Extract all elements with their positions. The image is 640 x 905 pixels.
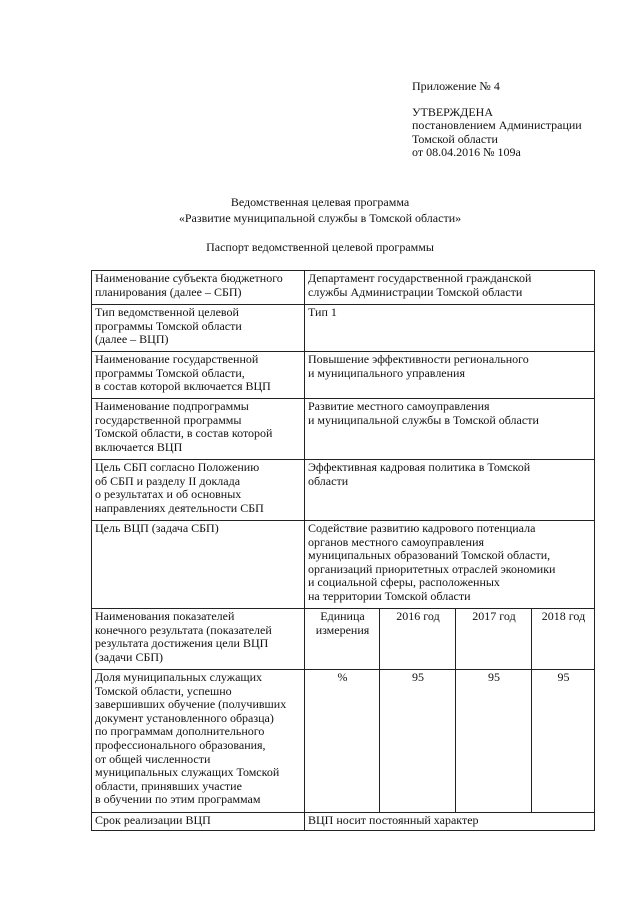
cell-text-line: документ установленного образца) bbox=[95, 710, 274, 725]
vcp-goal-value bbox=[305, 521, 595, 609]
cell-text-line: Срок реализации ВЦП bbox=[95, 813, 211, 827]
subprogram-label bbox=[92, 399, 305, 460]
subject-label bbox=[92, 271, 305, 305]
cell-text-line: муниципальных образований Томской области, bbox=[308, 548, 551, 563]
approved-stamp-text: УТВЕРЖДЕНА bbox=[412, 104, 494, 119]
table-row bbox=[92, 813, 595, 831]
appendix-number: Приложение № 4 bbox=[412, 79, 500, 93]
cell-text-line: Наименование подпрограммы bbox=[95, 399, 249, 413]
cell-text-line: на территории Томской области bbox=[308, 588, 471, 603]
cell-text-line: профессионального образования, bbox=[95, 737, 266, 752]
passport-table bbox=[91, 270, 595, 831]
sbp-goal-value bbox=[305, 460, 595, 521]
cell-text-line: области, принявших участие bbox=[95, 778, 242, 793]
cell-text-line: и муниципального управления bbox=[308, 365, 465, 380]
approval-line-1: постановлением Администрации bbox=[412, 118, 582, 133]
cell-text-line: органов местного самоуправления bbox=[308, 534, 485, 549]
table-row bbox=[92, 670, 595, 813]
subject-value bbox=[305, 271, 595, 305]
subprogram-value bbox=[305, 399, 595, 460]
vcp-goal-label bbox=[92, 521, 305, 609]
term-label bbox=[92, 813, 305, 831]
cell-text-line: Наименование субъекта бюджетного bbox=[95, 271, 283, 285]
passport-title: Паспорт ведомственной целевой программы bbox=[206, 240, 434, 254]
indicator-value-2017: 95 bbox=[456, 670, 532, 813]
table-row bbox=[92, 352, 595, 399]
cell-text-line: об СБП и разделу II доклада bbox=[95, 473, 241, 488]
cell-text-line: измерения bbox=[315, 622, 370, 637]
cell-text-line: Цель СБП согласно Положению bbox=[95, 460, 260, 474]
cell-text-line: от общей численности bbox=[95, 751, 211, 766]
cell-text-line: направлениях деятельности СБП bbox=[95, 500, 264, 515]
cell-text-line: Томской области, успешно bbox=[95, 683, 232, 698]
table-row bbox=[92, 521, 595, 609]
table-row bbox=[92, 460, 595, 521]
cell-text-line: службы Администрации Томской области bbox=[308, 284, 523, 299]
cell-text-line: Наименование государственной bbox=[95, 352, 259, 366]
cell-text-line: государственной программы bbox=[95, 412, 242, 427]
cell-text-line: конечного результата (показателей bbox=[95, 622, 272, 637]
year-2017-header: 2017 год bbox=[456, 609, 532, 670]
cell-text-line: о результатах и об основных bbox=[95, 487, 242, 502]
cell-text-line: по программам дополнительного bbox=[95, 724, 265, 739]
table-row bbox=[92, 271, 595, 305]
term-value bbox=[305, 813, 595, 831]
state-program-value bbox=[305, 352, 595, 399]
table-row bbox=[92, 399, 595, 460]
cell-text-line: в состав которой включается ВЦП bbox=[95, 379, 271, 394]
cell-text-line: ВЦП носит постоянный характер bbox=[308, 813, 479, 827]
cell-text-line: Департамент государственной гражданской bbox=[308, 271, 532, 285]
cell-text-line: Тип 1 bbox=[308, 305, 337, 319]
approval-line-2: Томской области bbox=[412, 131, 498, 146]
cell-text-line: (далее – ВЦП) bbox=[95, 332, 169, 347]
indicator-unit: % bbox=[305, 670, 380, 813]
table-row bbox=[92, 305, 595, 352]
cell-text-line: завершивших обучение (получивших bbox=[95, 697, 287, 712]
cell-text-line: и муниципальной службы в Томской области bbox=[308, 412, 539, 427]
indicators-header-label bbox=[92, 609, 305, 670]
cell-text-line: Содействие развитию кадрового потенциала bbox=[308, 521, 536, 535]
year-2016-header: 2016 год bbox=[380, 609, 456, 670]
cell-text-line: Эффективная кадровая политика в Томской bbox=[308, 460, 531, 474]
cell-text-line: Развитие местного самоуправления bbox=[308, 399, 490, 413]
cell-text-line: включается ВЦП bbox=[95, 439, 183, 454]
program-title: Ведомственная целевая программа bbox=[230, 195, 410, 209]
cell-text-line: Томской области, в состав которой bbox=[95, 426, 273, 441]
cell-text-line: планирования (далее – СБП) bbox=[95, 284, 242, 299]
cell-text-line: Тип ведомственной целевой bbox=[95, 305, 239, 319]
cell-text-line: Единица bbox=[320, 609, 365, 623]
table-row bbox=[92, 609, 595, 670]
cell-text-line: и социальной сферы, расположенных bbox=[308, 575, 500, 590]
approval-line-3: от 08.04.2016 № 109а bbox=[412, 145, 521, 160]
cell-text-line: области bbox=[308, 473, 349, 488]
unit-header bbox=[305, 609, 380, 670]
sbp-goal-label bbox=[92, 460, 305, 521]
cell-text-line: Наименования показателей bbox=[95, 609, 235, 623]
cell-text-line: Цель ВЦП (задача СБП) bbox=[95, 521, 219, 535]
indicator-label bbox=[92, 670, 305, 813]
cell-text-line: Доля муниципальных служащих bbox=[95, 670, 263, 684]
cell-text-line: организаций приоритетных отраслей экономики bbox=[308, 561, 556, 576]
type-value bbox=[305, 305, 595, 352]
program-name: «Развитие муниципальной службы в Томской области» bbox=[178, 211, 462, 225]
cell-text-line: муниципальных служащих Томской bbox=[95, 765, 280, 780]
approval-block bbox=[412, 80, 634, 160]
cell-text-line: в обучении по этим программам bbox=[95, 792, 261, 807]
state-program-label bbox=[92, 352, 305, 399]
cell-text-line: результата достижения цели ВЦП bbox=[95, 636, 269, 651]
cell-text-line: программы Томской области, bbox=[95, 365, 245, 380]
indicator-value-2018: 95 bbox=[532, 670, 595, 813]
cell-text-line: программы Томской области bbox=[95, 318, 242, 333]
cell-text-line: Повышение эффективности регионального bbox=[308, 352, 529, 366]
indicator-value-2016: 95 bbox=[380, 670, 456, 813]
cell-text-line: (задачи СБП) bbox=[95, 649, 164, 664]
year-2018-header: 2018 год bbox=[532, 609, 595, 670]
type-label bbox=[92, 305, 305, 352]
